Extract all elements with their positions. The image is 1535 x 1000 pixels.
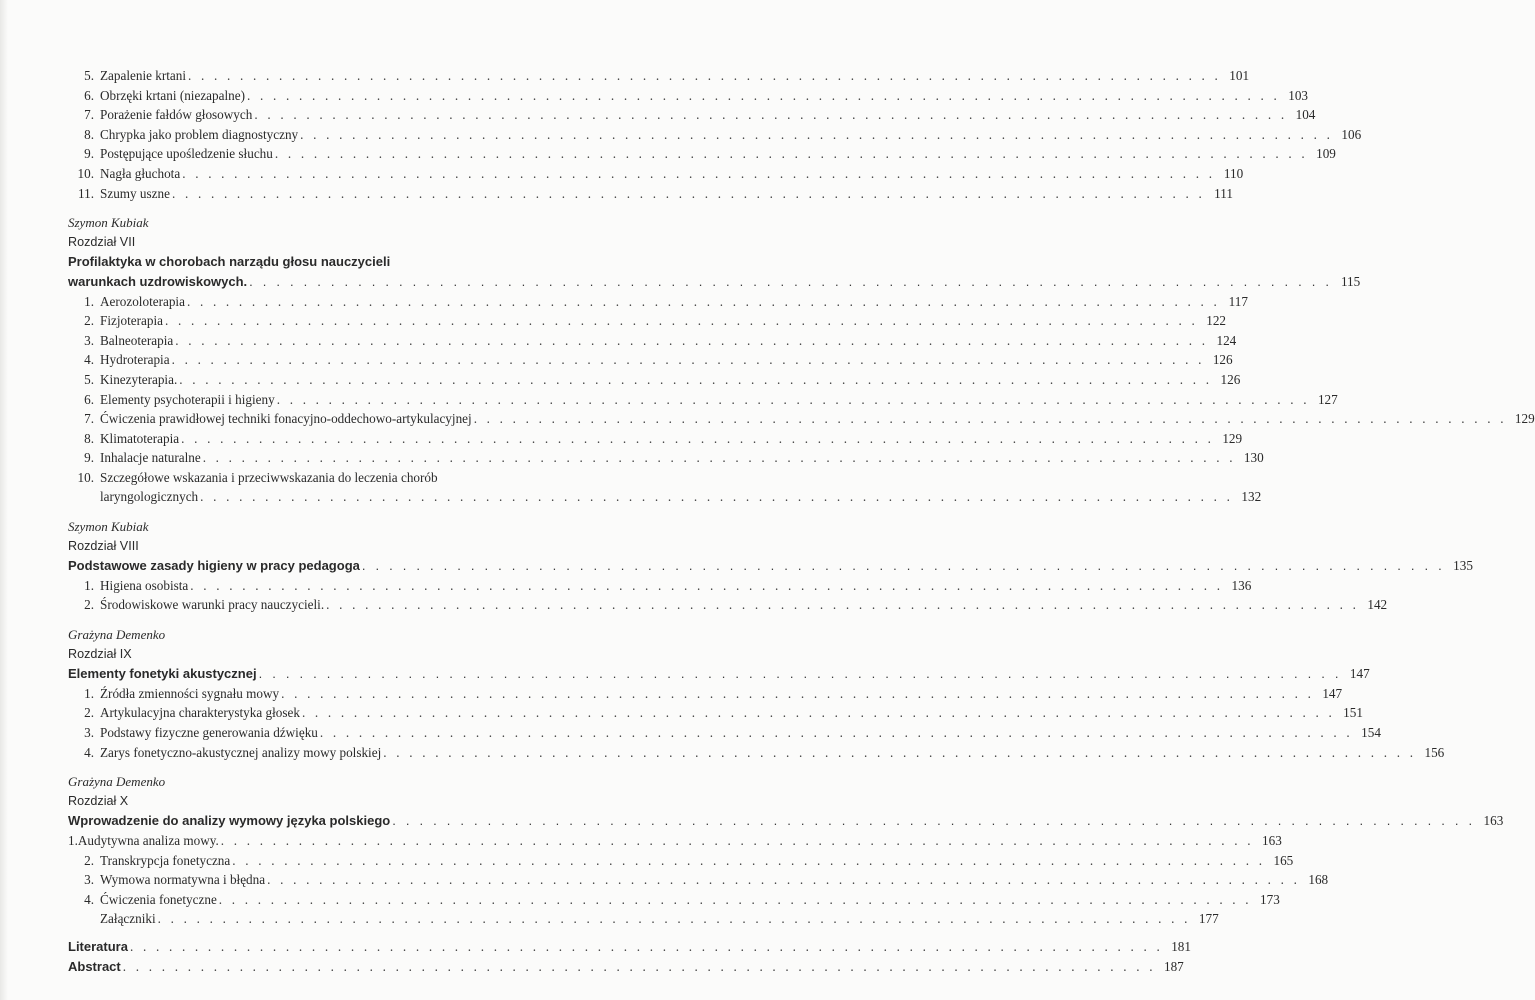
entry-page: 132 (1241, 489, 1262, 505)
entry-number: 9. (84, 146, 94, 162)
entry-number: 4. (84, 744, 94, 760)
toc-entry[interactable] (68, 429, 1243, 449)
entry-page: 142 (1367, 597, 1388, 613)
entry-page: 177 (1198, 911, 1219, 927)
dot-leader: . . . . . . . . . . . . . . . . . . . . . . . . . . . . . . . . . . . . . . . . . . . . . . . . . . . . . . . . . . . . . . . . . . . . . . . . . . . . . . . . (202, 450, 1236, 466)
chapter-heading-line-2[interactable] (68, 272, 1361, 292)
entry-title: Transkrypcja fonetyczna (100, 852, 231, 868)
entry-page: 127 (1317, 391, 1338, 407)
entry-page: 126 (1212, 352, 1233, 368)
entry-number: 8. (84, 126, 94, 142)
entry-page: 181 (1171, 938, 1191, 954)
entry-number: 11. (78, 185, 94, 201)
toc-top-section (68, 66, 1362, 203)
dot-leader: . . . . . . . . . . . . . . . . . . . . . . . . . . . . . . . . . . . . . . . . . . . . . . . . . . . . . . . . . . . . . . . . . . . . . . . . . . . . . . . . (392, 813, 1476, 829)
entry-page: 156 (1424, 744, 1445, 760)
chapter-heading-line-1[interactable]: Profilaktyka w chorobach narządu głosu nauczycieli (68, 254, 391, 270)
toc-entry-continuation[interactable] (68, 487, 1262, 507)
dot-leader: . . . . . . . . . . . . . . . . . . . . . . . . . . . . . . . . . . . . . . . . . . . . . . . . . . . . . . . . . . . . . . . . . . . . . . . . . . . . . . . . (258, 666, 1342, 682)
chapter-heading-text: warunkach uzdrowiskowych. (68, 273, 248, 289)
entry-number: 2. (84, 852, 94, 868)
entry-title: Elementy psychoterapii i higieny (100, 391, 275, 407)
dot-leader: . . . . . . . . . . . . . . . . . . . . . . . . . . . . . . . . . . . . . . . . . . . . . . . . . . . . . . . . . . . . . . . . . . . . . . . . . . . . . . . . (220, 832, 1254, 848)
toc-entry-multiline[interactable] (68, 468, 613, 488)
toc-entry[interactable] (68, 909, 1219, 929)
dot-leader: . . . . . . . . . . . . . . . . . . . . . . . . . . . . . . . . . . . . . . . . . . . . . . . . . . . . . . . . . . . . . . . . . . . . . . . . . . . . . . . . (181, 430, 1215, 446)
entry-page: 124 (1216, 332, 1237, 348)
chapter-label: Rozdział IX (68, 646, 132, 661)
entry-title: Fizjoterapia (100, 313, 163, 329)
toc-entry[interactable] (68, 292, 1248, 312)
entry-title: Szumy uszne (100, 185, 170, 201)
dot-leader: . . . . . . . . . . . . . . . . . . . . . . . . . . . . . . . . . . . . . . . . . . . . . . . . . . . . . . . . . . . . . . . . . . . . . . . . . . . . . . . . (274, 146, 1308, 162)
entry-title: Literatura (68, 938, 128, 954)
entry-title: Aerozoloterapia (100, 293, 185, 309)
entry-title: Higiena osobista (100, 577, 189, 593)
toc-entry[interactable] (68, 703, 1363, 723)
dot-leader: . . . . . . . . . . . . . . . . . . . . . . . . . . . . . . . . . . . . . . . . . . . . . . . . . . . . . . . . . . . . . . . . . . . . . . . . . . . . . . . . (218, 891, 1252, 907)
entry-title: Porażenie fałdów głosowych (100, 107, 253, 123)
toc-entry[interactable] (68, 144, 1336, 164)
toc-entry[interactable] (68, 448, 1264, 468)
table-of-contents (68, 66, 1535, 976)
dot-leader: . . . . . . . . . . . . . . . . . . . . . . . . . . . . . . . . . . . . . . . . . . . . . . . . . . . . . . . . . . . . . . . . . . . . . . . . . . . . . . . . (171, 185, 1205, 201)
entry-title: Środowiskowe warunki pracy nauczycieli. (100, 597, 325, 613)
toc-entry[interactable] (68, 684, 1343, 704)
entry-title: Postępujące upośledzenie słuchu (100, 146, 273, 162)
dot-leader: . . . . . . . . . . . . . . . . . . . . . . . . . . . . . . . . . . . . . . . . . . . . . . . . . . . . . . . . . . . . . . . . . . . . . . . . . . . . . . . . (188, 68, 1222, 83)
dot-leader: . . . . . . . . . . . . . . . . . . . . . . . . . . . . . . . . . . . . . . . . . . . . . . . . . . . . . . . . . . . . . . . . . . . . . . . . . . . . . . . . (190, 577, 1224, 593)
entry-number: 10. (77, 469, 94, 485)
toc-entry[interactable] (68, 125, 1362, 145)
chapter-page: 135 (1453, 558, 1473, 574)
entry-title: Hydroterapia (100, 352, 170, 368)
entry-title: Podstawy fizyczne generowania dźwięku (100, 725, 318, 740)
entry-page: 104 (1295, 107, 1316, 123)
toc-entry[interactable] (68, 851, 1294, 871)
toc-entry[interactable] (68, 66, 1250, 86)
entry-page: 147 (1322, 685, 1343, 701)
dot-leader: . . . . . . . . . . . . . . . . . . . . . . . . . . . . . . . . . . . . . . . . . . . . . . . . . . . . . . . . . . . . . . . . . . . . . . . . . . . . . . . . (182, 165, 1216, 181)
entry-title: Klimatoterapia (100, 430, 180, 446)
entry-title: Zarys fonetyczno-akustycznej analizy mowy polskiej (100, 744, 382, 760)
entry-number: 5. (84, 371, 94, 387)
chapter-author: Grażyna Demenko (68, 627, 166, 643)
chapter-heading[interactable] (68, 664, 1370, 684)
chapter-heading-text: Wprowadzenie do analizy wymowy języka polskiego (68, 813, 391, 829)
toc-entry[interactable] (68, 390, 1338, 410)
dot-leader: . . . . . . . . . . . . . . . . . . . . . . . . . . . . . . . . . . . . . . . . . . . . . . . . . . . . . . . . . . . . . . . . . . . . . . . . . . . . . . . . (129, 938, 1163, 954)
chapter-author: Szymon Kubiak (68, 519, 149, 535)
entry-number: 4. (84, 352, 94, 368)
entry-title: Kinezyterapia. (100, 371, 178, 387)
chapter-author: Szymon Kubiak (68, 215, 149, 231)
entry-number: 6. (84, 87, 94, 103)
entry-title: Abstract (68, 958, 121, 974)
toc-entry[interactable] (68, 370, 1241, 390)
entry-page: 117 (1228, 293, 1248, 309)
entry-title: Wymowa normatywna i błędna (100, 872, 266, 888)
entry-page: 136 (1231, 577, 1252, 593)
dot-leader: . . . . . . . . . . . . . . . . . . . . . . . . . . . . . . . . . . . . . . . . . . . . . . . . . . . . . . . . . . . . . . . . . . . . . . . . . . . . . . . . (319, 725, 1353, 740)
chapter-page: 147 (1349, 666, 1370, 682)
toc-entry-abstract[interactable] (68, 957, 1184, 977)
entry-title-line-2: laryngologicznych (100, 489, 199, 505)
dot-leader: . . . . . . . . . . . . . . . . . . . . . . . . . . . . . . . . . . . . . . . . . . . . . . . . . . . . . . . . . . . . . . . . . . . . . . . . . . . . . . . . (171, 352, 1205, 368)
entry-title: 1.Audytywna analiza mowy. (68, 832, 219, 848)
toc-entry[interactable] (68, 350, 1233, 370)
entry-number: 7. (84, 411, 94, 427)
toc-entry[interactable] (68, 164, 1244, 184)
dot-leader: . . . . . . . . . . . . . . . . . . . . . . . . . . . . . . . . . . . . . . . . . . . . . . . . . . . . . . . . . . . . . . . . . . . . . . . . . . . . . . . . (249, 273, 1333, 289)
toc-entry[interactable] (68, 311, 1226, 331)
entry-page: 187 (1163, 958, 1184, 974)
entry-page: 163 (1262, 832, 1282, 848)
toc-entry[interactable] (68, 743, 1445, 763)
chapter-10-section (68, 772, 1504, 929)
entry-page: 101 (1229, 68, 1250, 83)
chapter-8-section (68, 517, 1473, 615)
dot-leader: . . . . . . . . . . . . . . . . . . . . . . . . . . . . . . . . . . . . . . . . . . . . . . . . . . . . . . . . . . . . . . . . . . . . . . . . . . . . . . . . (361, 558, 1445, 574)
dot-leader: . . . . . . . . . . . . . . . . . . . . . . . . . . . . . . . . . . . . . . . . . . . . . . . . . . . . . . . . . . . . . . . . . . . . . . . . . . . . . . . . (232, 852, 1266, 868)
entry-number: 10. (77, 165, 94, 181)
entry-page: 168 (1308, 872, 1329, 888)
toc-entry[interactable] (68, 409, 1535, 429)
entry-page: 109 (1316, 146, 1336, 162)
entry-title: Obrzęki krtani (niezapalne) (100, 87, 245, 103)
toc-entry[interactable] (68, 890, 1280, 910)
chapter-label: Rozdział VII (68, 234, 136, 249)
entry-number: 1. (84, 293, 94, 309)
entry-number: 6. (84, 391, 94, 407)
dot-leader: . . . . . . . . . . . . . . . . . . . . . . . . . . . . . . . . . . . . . . . . . . . . . . . . . . . . . . . . . . . . . . . . . . . . . . . . . . . . . . . . (247, 87, 1281, 103)
chapter-heading[interactable] (68, 556, 1473, 576)
entry-number: 3. (84, 332, 94, 348)
dot-leader: . . . . . . . . . . . . . . . . . . . . . . . . . . . . . . . . . . . . . . . . . . . . . . . . . . . . . . . . . . . . . . . . . . . . . . . . . . . . . . . . (254, 107, 1288, 123)
dot-leader: . . . . . . . . . . . . . . . . . . . . . . . . . . . . . . . . . . . . . . . . . . . . . . . . . . . . . . . . . . . . . . . . . . . . . . . . . . . . . . . . (300, 126, 1334, 142)
spacer (68, 929, 613, 937)
entry-title: Nagła głuchota (100, 165, 181, 181)
dot-leader: . . . . . . . . . . . . . . . . . . . . . . . . . . . . . . . . . . . . . . . . . . . . . . . . . . . . . . . . . . . . . . . . . . . . . . . . . . . . . . . . (276, 391, 1310, 407)
dot-leader: . . . . . . . . . . . . . . . . . . . . . . . . . . . . . . . . . . . . . . . . . . . . . . . . . . . . . . . . . . . . . . . . . . . . . . . . . . . . . . . . (383, 744, 1417, 760)
entry-page: 154 (1361, 725, 1381, 740)
toc-entry[interactable] (68, 595, 1388, 615)
entry-page: 151 (1343, 705, 1363, 721)
dot-leader: . . . . . . . . . . . . . . . . . . . . . . . . . . . . . . . . . . . . . . . . . . . . . . . . . . . . . . . . . . . . . . . . . . . . . . . . . . . . . . . . (186, 293, 1220, 309)
toc-entry[interactable] (68, 105, 1316, 125)
entry-number: 1. (84, 685, 94, 701)
entry-number: 3. (84, 872, 94, 888)
entry-page: 165 (1273, 852, 1294, 868)
toc-entry-literature[interactable] (68, 937, 1191, 957)
chapter-author: Grażyna Demenko (68, 774, 166, 790)
dot-leader: . . . . . . . . . . . . . . . . . . . . . . . . . . . . . . . . . . . . . . . . . . . . . . . . . . . . . . . . . . . . . . . . . . . . . . . . . . . . . . . . (122, 958, 1156, 974)
entry-number: 3. (84, 725, 94, 740)
entry-page: 129 (1514, 411, 1535, 427)
toc-entry[interactable] (68, 870, 1329, 890)
dot-leader: . . . . . . . . . . . . . . . . . . . . . . . . . . . . . . . . . . . . . . . . . . . . . . . . . . . . . . . . . . . . . . . . . . . . . . . . . . . . . . . . (157, 911, 1191, 927)
entry-number: 2. (84, 597, 94, 613)
dot-leader: . . . . . . . . . . . . . . . . . . . . . . . . . . . . . . . . . . . . . . . . . . . . . . . . . . . . . . . . . . . . . . . . . . . . . . . . . . . . . . . . (326, 597, 1360, 613)
entry-page: 111 (1214, 185, 1233, 201)
entry-page: 173 (1260, 891, 1280, 907)
entry-number: 2. (84, 705, 94, 721)
entry-page: 106 (1341, 126, 1362, 142)
entry-title: Chrypka jako problem diagnostyczny (100, 126, 299, 142)
toc-entry[interactable] (68, 723, 1381, 743)
entry-title: Inhalacje naturalne (100, 450, 201, 466)
entry-title: Ćwiczenia fonetyczne (100, 891, 217, 907)
dot-leader: . . . . . . . . . . . . . . . . . . . . . . . . . . . . . . . . . . . . . . . . . . . . . . . . . . . . . . . . . . . . . . . . . . . . . . . . . . . . . . . . (473, 411, 1507, 427)
entry-title: Ćwiczenia prawidłowej techniki fonacyjno-oddechowo-artykulacyjnej (100, 411, 472, 427)
toc-entry[interactable] (68, 576, 1252, 596)
entry-title: Balneoterapia (100, 332, 174, 348)
entry-title-line-1: Szczegółowe wskazania i przeciwwskazania do leczenia chorób (100, 469, 438, 485)
dot-leader: . . . . . . . . . . . . . . . . . . . . . . . . . . . . . . . . . . . . . . . . . . . . . . . . . . . . . . . . . . . . . . . . . . . . . . . . . . . . . . . . (200, 489, 1234, 505)
toc-entry[interactable] (68, 184, 1233, 204)
chapter-heading-text: Elementy fonetyki akustycznej (68, 666, 257, 682)
toc-entry[interactable] (68, 831, 1282, 851)
dot-leader: . . . . . . . . . . . . . . . . . . . . . . . . . . . . . . . . . . . . . . . . . . . . . . . . . . . . . . . . . . . . . . . . . . . . . . . . . . . . . . . . (267, 872, 1301, 888)
dot-leader: . . . . . . . . . . . . . . . . . . . . . . . . . . . . . . . . . . . . . . . . . . . . . . . . . . . . . . . . . . . . . . . . . . . . . . . . . . . . . . . . (281, 685, 1315, 701)
page-binding-shadow (0, 0, 8, 1000)
dot-leader: . . . . . . . . . . . . . . . . . . . . . . . . . . . . . . . . . . . . . . . . . . . . . . . . . . . . . . . . . . . . . . . . . . . . . . . . . . . . . . . . (164, 313, 1198, 329)
entry-number: 9. (84, 450, 94, 466)
entry-title: Zapalenie krtani (100, 68, 187, 83)
entry-page: 103 (1288, 87, 1309, 103)
toc-entry[interactable] (68, 331, 1237, 351)
chapter-page: 115 (1340, 273, 1361, 289)
chapter-9-section (68, 625, 1445, 762)
entry-number: 5. (84, 68, 94, 83)
chapter-label: Rozdział VIII (68, 538, 139, 553)
entry-number: 4. (84, 891, 94, 907)
chapter-heading[interactable] (68, 811, 1504, 831)
chapter-page: 163 (1483, 813, 1504, 829)
entry-number: 2. (84, 313, 94, 329)
entry-title: Załączniki (100, 911, 156, 927)
chapter-label: Rozdział X (68, 793, 129, 808)
entry-page: 126 (1220, 371, 1241, 387)
dot-leader: . . . . . . . . . . . . . . . . . . . . . . . . . . . . . . . . . . . . . . . . . . . . . . . . . . . . . . . . . . . . . . . . . . . . . . . . . . . . . . . . (301, 705, 1335, 721)
entry-page: 129 (1222, 430, 1243, 446)
entry-number: 1. (84, 577, 94, 593)
dot-leader: . . . . . . . . . . . . . . . . . . . . . . . . . . . . . . . . . . . . . . . . . . . . . . . . . . . . . . . . . . . . . . . . . . . . . . . . . . . . . . . . (179, 371, 1213, 387)
entry-number: 8. (84, 430, 94, 446)
entry-title: Artykulacyjna charakterystyka głosek (100, 705, 300, 721)
toc-entry[interactable] (68, 86, 1309, 106)
chapter-heading-text: Podstawowe zasady higieny w pracy pedagoga (68, 558, 360, 574)
entry-page: 110 (1223, 165, 1244, 181)
entry-page: 130 (1243, 450, 1264, 466)
chapter-7-section (68, 213, 1535, 507)
dot-leader: . . . . . . . . . . . . . . . . . . . . . . . . . . . . . . . . . . . . . . . . . . . . . . . . . . . . . . . . . . . . . . . . . . . . . . . . . . . . . . . . (175, 332, 1209, 348)
entry-page: 122 (1206, 313, 1226, 329)
entry-number: 7. (84, 107, 94, 123)
entry-title: Źródła zmienności sygnału mowy (100, 685, 280, 701)
